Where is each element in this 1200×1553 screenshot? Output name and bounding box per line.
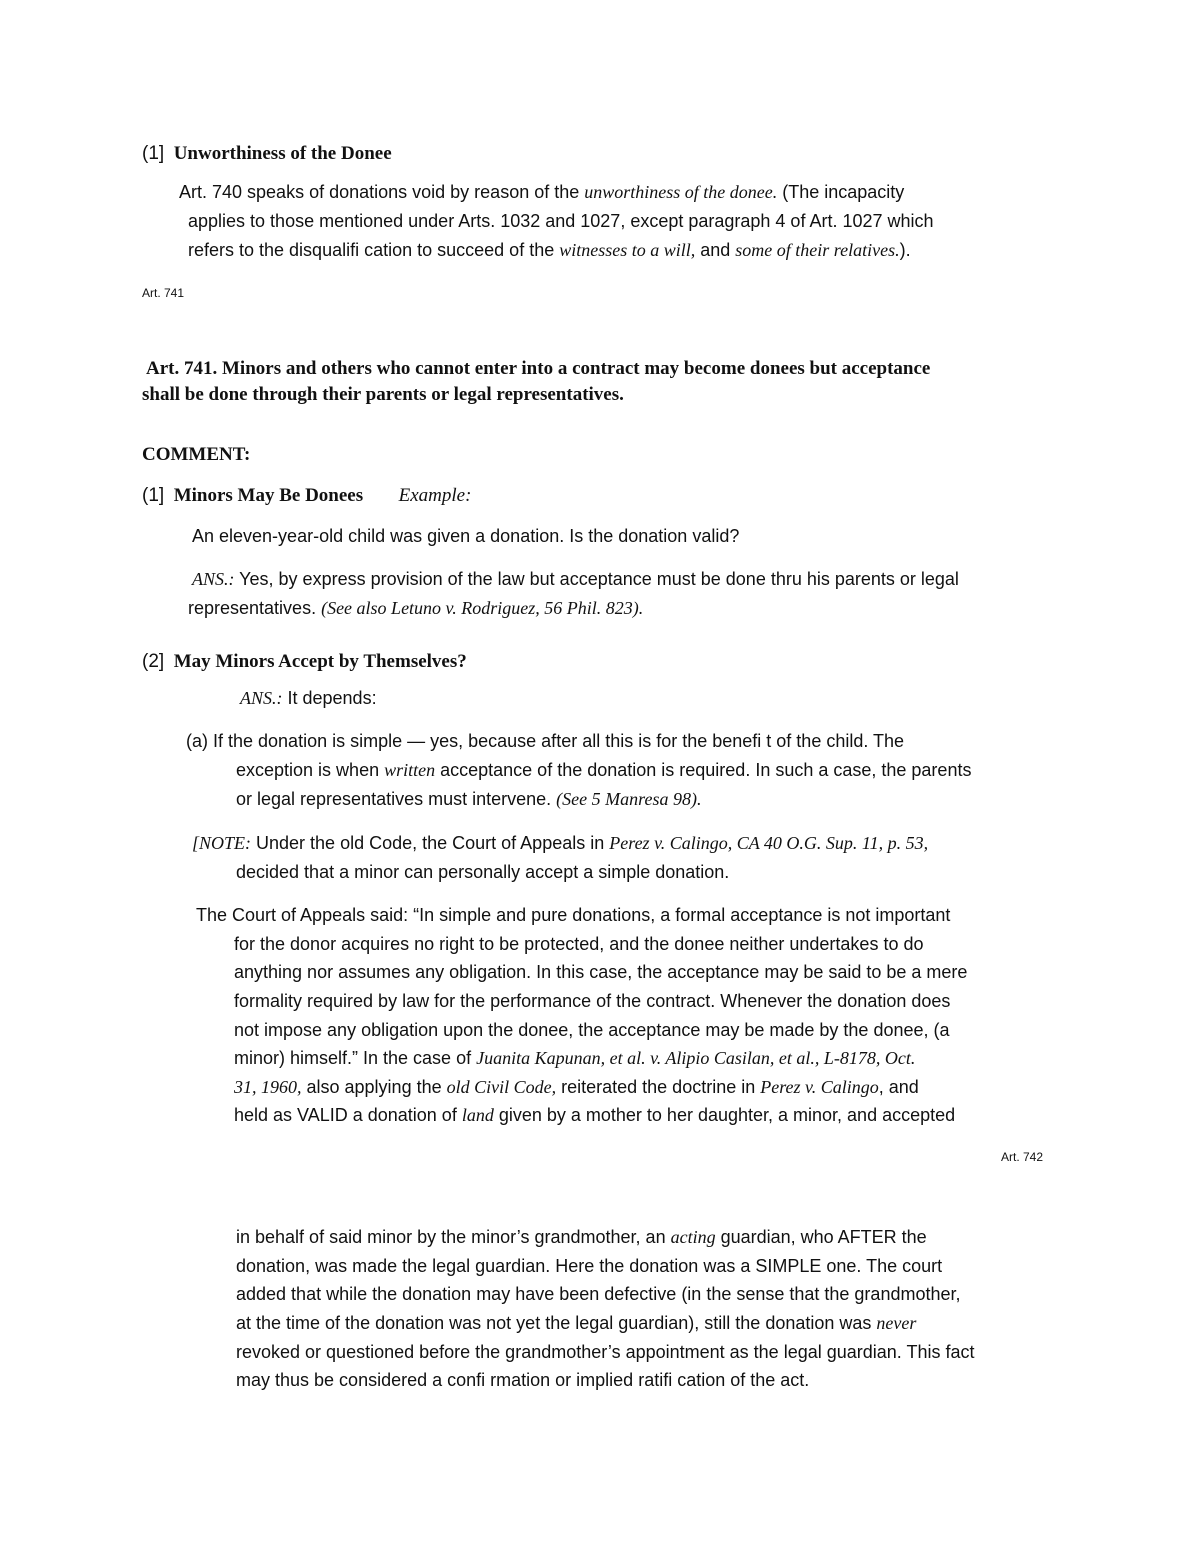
section-number: (1]: [142, 143, 165, 164]
article-text: Art. 741. Minors and others who cannot enter into a contract may become donees but acceptance: [146, 358, 931, 379]
citation: 31, 1960,: [234, 1077, 302, 1097]
text: also applying the: [301, 1077, 447, 1097]
paragraph-line: [236, 1227, 927, 1248]
paragraph-line: may thus be considered a confi rmation or implied ratifi cation of the act.: [236, 1370, 810, 1390]
text: minor) himself.” In the case of: [234, 1048, 477, 1068]
text: exception is when: [236, 760, 385, 780]
answer-line: [192, 569, 959, 590]
note-line: [192, 833, 928, 854]
citation: Perez v. Calingo: [760, 1077, 879, 1097]
text: ).: [899, 240, 911, 260]
text: at the time of the donation was not yet the legal guardian), still the donation was: [236, 1313, 877, 1333]
comment-heading: COMMENT:: [142, 444, 251, 465]
section-number: (1]: [142, 485, 165, 506]
paragraph-line: [188, 240, 911, 261]
text: Under the old Code, the Court of Appeals in: [251, 833, 610, 853]
citation: (See 5 Manresa 98).: [556, 789, 702, 809]
text: or legal representatives must intervene.: [236, 789, 557, 809]
paragraph-line: [236, 1313, 916, 1334]
text: representatives.: [188, 598, 322, 618]
example-label: Example:: [398, 485, 472, 506]
section-title: Minors May Be Donees: [173, 485, 364, 506]
italic-text: some of their relatives.: [735, 240, 900, 260]
section-heading-minors: [142, 485, 471, 507]
quote-line: [234, 1048, 915, 1069]
text: acceptance of the donation is required. In such a case, the parents: [435, 760, 972, 780]
italic-text: witnesses to a will,: [559, 240, 696, 260]
section-heading-unworthiness: [142, 143, 392, 165]
text: held as VALID a donation of: [234, 1105, 462, 1125]
list-item-a: [186, 731, 904, 752]
section-number: (2]: [142, 651, 165, 672]
article-marker: Art. 741: [142, 286, 185, 300]
paragraph-line: [236, 760, 971, 781]
text: Yes, by express provision of the law but acceptance must be done thru his parents or legal: [234, 569, 959, 589]
text: and: [695, 240, 736, 260]
question-text: An eleven-year-old child was given a donation. Is the donation valid?: [192, 526, 740, 546]
quote-line: [234, 1077, 919, 1098]
text: given by a mother to her daughter, a minor, and accepted: [493, 1105, 956, 1125]
quote-line: for the donor acquires no right to be protected, and the donee neither undertakes to do: [234, 934, 924, 954]
citation: Juanita Kapunan, et al. v. Alipio Casilan, et al., L-8178, Oct.: [476, 1048, 916, 1068]
text: Art. 740 speaks of donations void by reason of the: [179, 182, 585, 202]
quote-line: [234, 1105, 955, 1126]
text: guardian, who AFTER the: [715, 1227, 927, 1247]
answer-label: ANS.:: [240, 688, 283, 708]
italic-text: old Civil Code,: [446, 1077, 557, 1097]
italic-text: written: [384, 760, 436, 780]
article-marker: Art. 742: [1001, 1150, 1044, 1164]
article-text: shall be done through their parents or legal representatives.: [142, 384, 624, 405]
quote-line: anything nor assumes any obligation. In this case, the acceptance may be said to be a mere: [234, 962, 968, 982]
italic-text: unworthiness of the donee.: [584, 182, 778, 202]
answer-line: [188, 598, 643, 619]
answer-label: ANS.:: [192, 569, 235, 589]
section-title: May Minors Accept by Themselves?: [173, 651, 467, 672]
paragraph-line: [236, 789, 701, 810]
note-label: [NOTE:: [192, 833, 252, 853]
text: , and: [878, 1077, 919, 1097]
paragraph-line: applies to those mentioned under Arts. 1032 and 1027, except paragraph 4 of Art. 1027 which: [188, 211, 934, 231]
text: If the donation is simple — yes, because after all this is for the benefi t of the child. The: [208, 731, 905, 751]
text: in behalf of said minor by the minor’s grandmother, an: [236, 1227, 671, 1247]
paragraph-line: [179, 182, 904, 203]
list-marker: (a): [186, 731, 208, 751]
quote-line: not impose any obligation upon the donee, the acceptance may be made by the donee, (a: [234, 1020, 950, 1040]
section-title: Unworthiness of the Donee: [173, 143, 392, 164]
italic-text: never: [876, 1313, 917, 1333]
text: reiterated the doctrine in: [556, 1077, 761, 1097]
text: It depends:: [282, 688, 377, 708]
italic-text: land: [461, 1105, 494, 1125]
section-heading-accept: [142, 651, 467, 673]
note-line: decided that a minor can personally accept a simple donation.: [236, 862, 730, 882]
italic-text: acting: [670, 1227, 716, 1247]
text: (The incapacity: [777, 182, 905, 202]
citation: Perez v. Calingo, CA 40 O.G. Sup. 11, p. 53,: [609, 833, 929, 853]
text: refers to the disqualifi cation to succeed of the: [188, 240, 560, 260]
answer-line: [240, 688, 377, 709]
quote-line: formality required by law for the performance of the contract. Whenever the donation does: [234, 991, 951, 1011]
citation: (See also Letuno v. Rodriguez, 56 Phil. 823).: [321, 598, 644, 618]
paragraph-line: revoked or questioned before the grandmother’s appointment as the legal guardian. This fact: [236, 1342, 975, 1362]
quote-line: The Court of Appeals said: “In simple and pure donations, a formal acceptance is not important: [196, 905, 951, 925]
paragraph-line: donation, was made the legal guardian. Here the donation was a SIMPLE one. The court: [236, 1256, 943, 1276]
paragraph-line: added that while the donation may have been defective (in the sense that the grandmother,: [236, 1284, 961, 1304]
